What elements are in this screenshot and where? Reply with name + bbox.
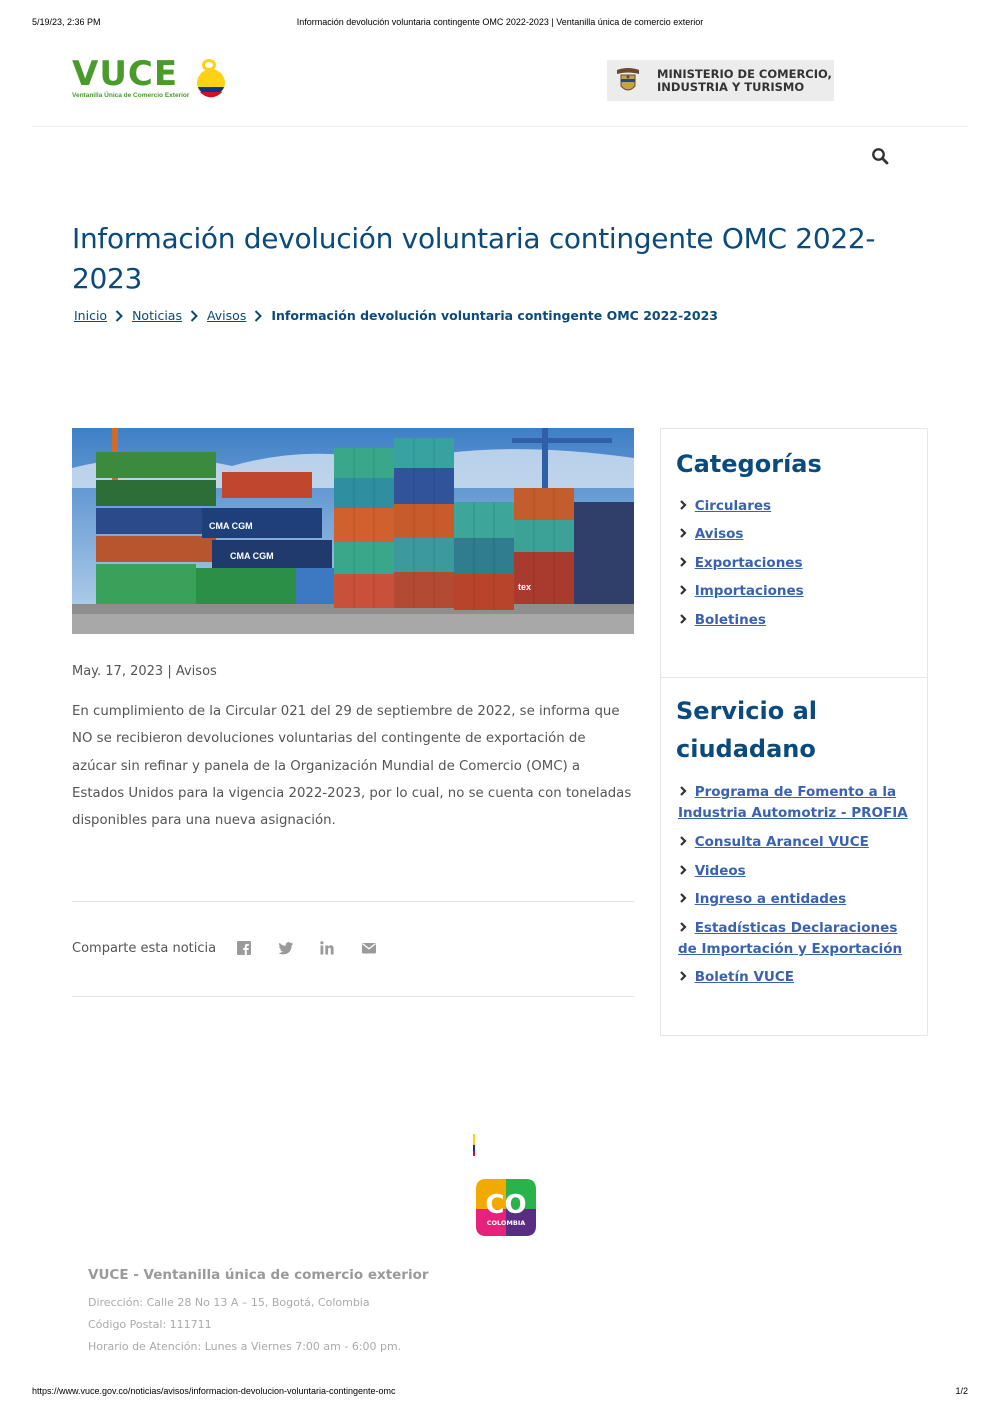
breadcrumb-noticias[interactable]: Noticias (132, 308, 182, 323)
chevron-right-icon (678, 585, 688, 595)
article-body: En cumplimiento de la Circular 021 del 29 de septiembre de 2022, se informa que NO se recibieron devoluciones voluntarias del contingente de exportación de azúcar sin refinar y panela de la Organización Mundial de Comercio (OMC) a Estados Unidos para la vigencia 2022-2023, por lo cual, no se cuenta con toneladas disponibles para una nueva asignación. (72, 704, 632, 829)
co-logo-text: CO (485, 1190, 527, 1220)
chevron-right-icon (678, 836, 688, 846)
breadcrumb-avisos[interactable]: Avisos (206, 308, 247, 323)
service-item[interactable] (678, 889, 918, 910)
chevron-right-icon (678, 922, 688, 932)
page-title: Información devolución voluntaria contingente OMC 2022-2023 (72, 222, 876, 295)
chevron-right-icon (115, 310, 123, 322)
service-link-boletin-vuce[interactable]: Boletín VUCE (694, 969, 794, 985)
service-link-entidades[interactable]: Ingreso a entidades (694, 891, 847, 907)
meta-separator: | (167, 664, 172, 679)
chevron-right-icon (678, 893, 688, 903)
flag-stripe (473, 1134, 475, 1156)
chevron-right-icon (190, 310, 198, 322)
print-datetime: 5/19/23, 2:36 PM (32, 17, 101, 27)
linkedin-icon[interactable] (319, 940, 335, 956)
email-icon[interactable] (361, 940, 377, 956)
vuce-logo-word: VUCE (72, 54, 179, 94)
colombia-ball-icon (194, 57, 226, 103)
chevron-right-icon (678, 500, 688, 510)
footer-title: VUCE - Ventanilla única de comercio exterior (88, 1267, 429, 1283)
chevron-right-icon (678, 528, 688, 538)
service-item[interactable] (678, 832, 918, 853)
service-heading: Servicio al ciudadano (676, 697, 817, 763)
container-label: CMA CGM (230, 551, 274, 561)
print-title: Información devolución voluntaria contingente OMC 2022-2023 | Ventanilla única de comercio exterior (296, 17, 704, 27)
co-logo-subtext: COLOMBIA (486, 1219, 526, 1227)
footer-postal: Código Postal: 111711 (88, 1318, 212, 1331)
share-divider-bottom (72, 996, 634, 997)
service-link-videos[interactable]: Videos (694, 863, 746, 879)
facebook-icon[interactable] (236, 940, 252, 956)
category-item[interactable] (678, 610, 918, 631)
service-item[interactable] (678, 861, 918, 882)
categories-heading: Categorías (676, 450, 822, 478)
category-link-importaciones[interactable]: Importaciones (694, 583, 804, 599)
container-label: CMA CGM (209, 521, 253, 531)
share-divider-top (72, 901, 634, 902)
category-link-exportaciones[interactable]: Exportaciones (694, 555, 803, 571)
chevron-right-icon (678, 557, 688, 567)
category-item[interactable] (678, 553, 918, 574)
service-item[interactable] (678, 782, 918, 824)
footer-hours: Horario de Atención: Lunes a Viernes 7:00 am - 6:00 pm. (88, 1340, 402, 1353)
ministry-name: MINISTERIO DE COMERCIO, INDUSTRIA Y TURISMO (657, 66, 832, 94)
ministry-logo[interactable] (607, 60, 834, 101)
service-item[interactable] (678, 967, 918, 988)
service-link-estadisticas[interactable]: Estadísticas Declaraciones de Importación y Exportación (678, 920, 903, 957)
share-label: Comparte esta noticia (72, 941, 217, 956)
chevron-right-icon (678, 614, 688, 624)
vuce-logo-tagline: Ventanilla Única de Comercio Exterior (72, 92, 190, 99)
print-url: https://www.vuce.gov.co/noticias/avisos/informacion-devolucion-voluntaria-contingente-omc (32, 1386, 396, 1396)
category-item[interactable] (678, 581, 918, 602)
sidebar-divider (661, 677, 927, 678)
vuce-logo[interactable] (72, 54, 232, 105)
sidebar (660, 428, 928, 1036)
breadcrumb (74, 308, 718, 323)
chevron-right-icon (678, 786, 688, 796)
breadcrumb-inicio[interactable]: Inicio (74, 308, 108, 323)
breadcrumb-current: Información devolución voluntaria contingente OMC 2022-2023 (271, 308, 718, 323)
category-link-boletines[interactable]: Boletines (694, 612, 766, 628)
print-page-number: 1/2 (955, 1386, 968, 1396)
article-date: May. 17, 2023 (72, 664, 164, 679)
article-image-containers (72, 428, 634, 634)
category-item[interactable] (678, 496, 918, 517)
footer-address: Dirección: Calle 28 No 13 A – 15, Bogotá, Colombia (88, 1296, 370, 1309)
category-item[interactable] (678, 524, 918, 545)
category-link-circulares[interactable]: Circulares (694, 498, 772, 514)
chevron-right-icon (678, 865, 688, 875)
chevron-right-icon (254, 310, 262, 322)
twitter-icon[interactable] (278, 940, 294, 956)
article-meta (72, 664, 217, 679)
coat-of-arms-icon (613, 66, 643, 96)
chevron-right-icon (678, 971, 688, 981)
service-link-profia[interactable]: Programa de Fomento a la Industria Automotriz - PROFIA (678, 784, 908, 821)
service-link-arancel[interactable]: Consulta Arancel VUCE (694, 834, 869, 850)
co-colombia-logo[interactable] (476, 1179, 536, 1236)
service-item[interactable] (678, 918, 918, 960)
category-link-avisos[interactable]: Avisos (694, 526, 744, 542)
search-icon[interactable] (871, 147, 889, 165)
container-label: tex (518, 582, 532, 592)
header-divider (32, 126, 968, 127)
article-category: Avisos (175, 664, 217, 679)
